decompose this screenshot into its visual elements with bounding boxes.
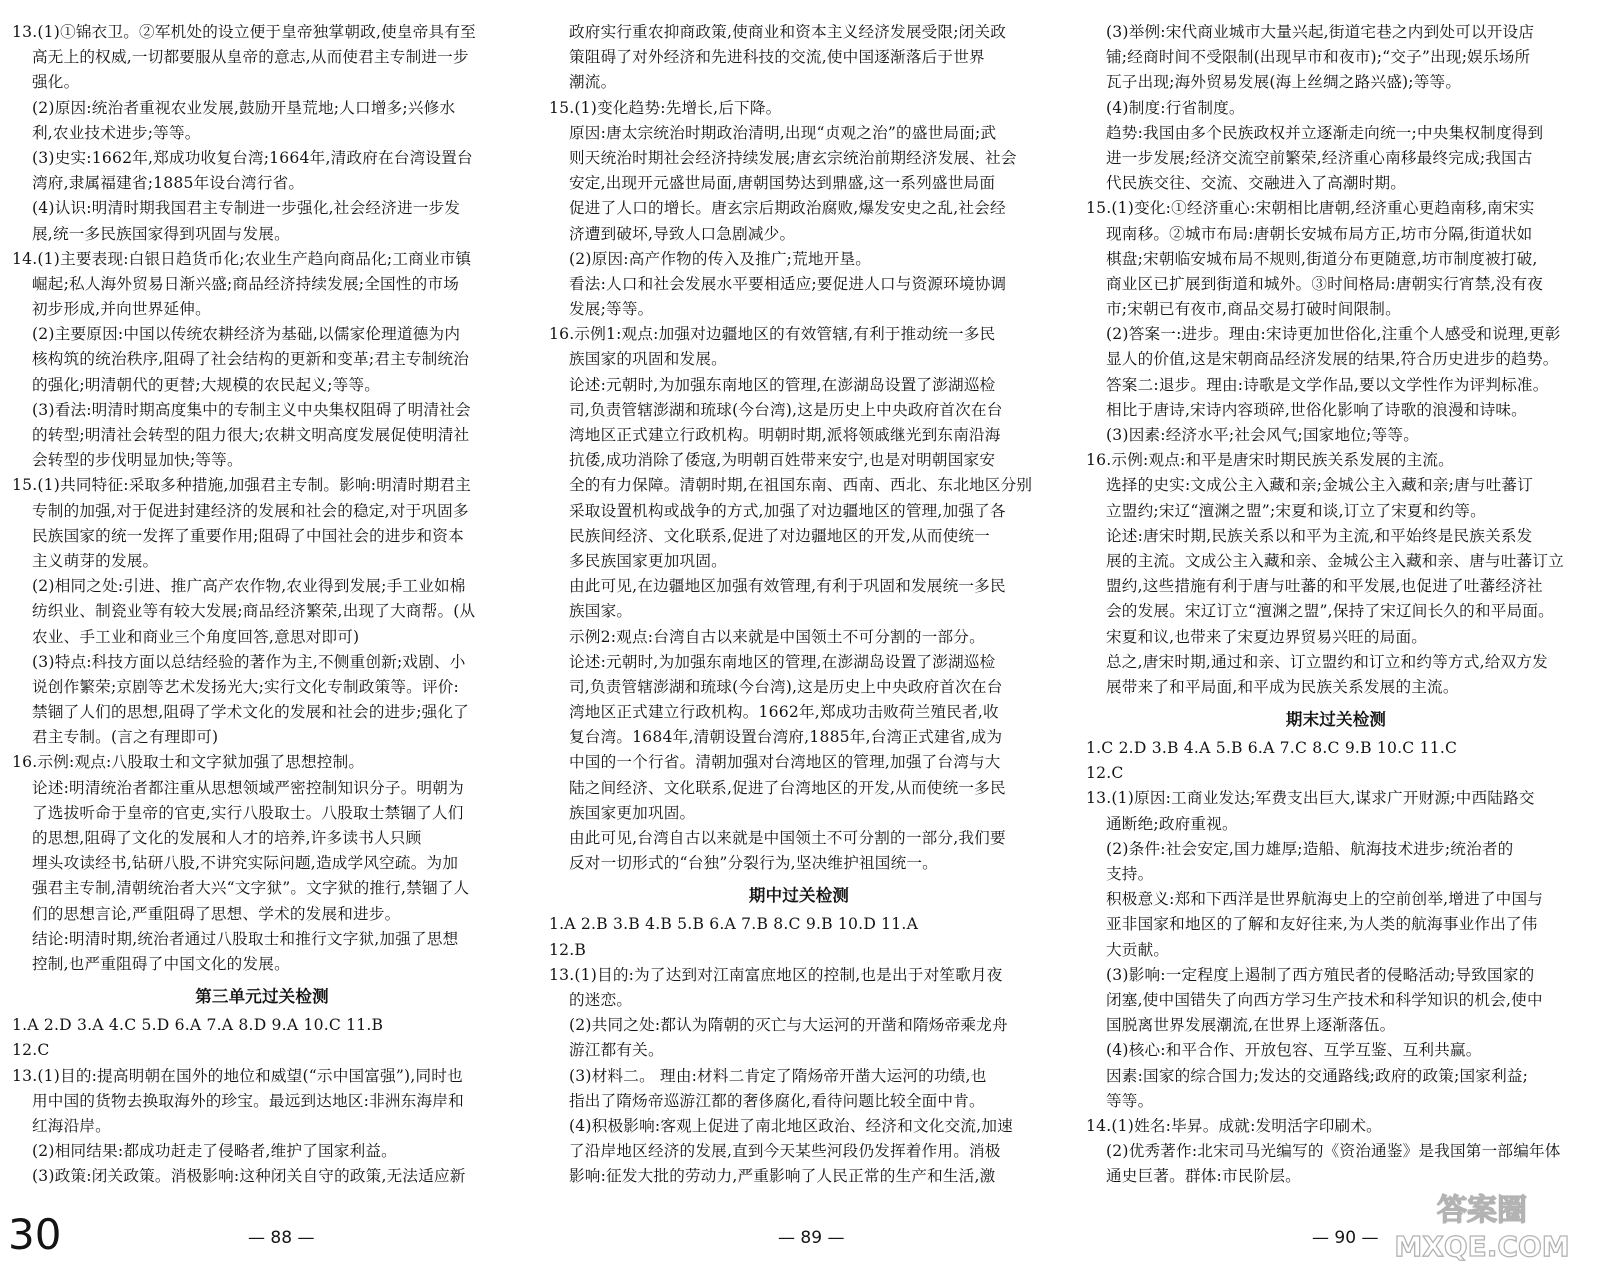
text-line: 看法:人口和社会发展水平要相适应;要促进人口与资源环境协调 bbox=[569, 274, 1007, 293]
text-line: (2)相同之处:引进、推广高产农作物,农业得到发展;手工业如棉 bbox=[32, 577, 466, 596]
text-line: 济遭到破坏,导致人口急剧减少。 bbox=[569, 224, 796, 243]
text-line: 农业、手工业和商业三个角度回答,意思对即可) bbox=[32, 627, 360, 646]
text-line bbox=[6, 1189, 518, 1190]
corner-page-label: 30 bbox=[8, 1210, 62, 1259]
text-line: 现南移。②城市布局:唐朝长安城布局方正,坊市分隔,街道状如 bbox=[1106, 224, 1533, 243]
text-line: 高无上的权威,一切都要服从皇帝的意志,从而使君主专制进一步 bbox=[32, 48, 469, 67]
text-line: 埋头攻读经书,钻研八股,不讲究实际问题,造成学风空疏。为加 bbox=[32, 854, 459, 873]
text-line: 通史巨著。群体:市民阶层。 bbox=[1106, 1167, 1301, 1186]
text-line: (2)答案一:进步。理由:宋诗更加世俗化,注重个人感受和说理,更彰 bbox=[1106, 325, 1561, 344]
page-number: — 90 — bbox=[1312, 1228, 1379, 1248]
text-line: 16.示例:观点:八股取士和文字狱加强了思想控制。 bbox=[12, 753, 365, 772]
text-line: 14.(1)姓名:毕昇。成就:发明活字印刷术。 bbox=[1086, 1116, 1382, 1135]
text-line: 选择的史实:文成公主入藏和亲;金城公主入藏和亲;唐与吐蕃订 bbox=[1106, 476, 1533, 495]
text-line: 13.(1)目的:为了达到对江南富庶地区的控制,也是出于对笙歌月夜 bbox=[549, 965, 1003, 984]
text-line: 的强化;明清朝代的更替;大规模的农民起义;等等。 bbox=[32, 375, 381, 394]
text-line: 趋势:我国由多个民族政权并立逐渐走向统一;中央集权制度得到 bbox=[1106, 123, 1544, 142]
text-line: 的迷恋。 bbox=[569, 990, 633, 1009]
text-line: (3)因素:经济水平;社会风气;国家地位;等等。 bbox=[1106, 426, 1419, 444]
text-line: 立盟约;宋辽“澶渊之盟”;宋夏和谈,订立了宋夏和约等。 bbox=[1106, 501, 1486, 520]
text-line: 湾地区正式建立行政机构。明朝时期,派将领戚继光到东南沿海 bbox=[569, 426, 1001, 444]
text-line: 13.(1)原因:工商业发达;军费支出巨大,谋求广开财源;中西陆路交 bbox=[1086, 789, 1535, 808]
text-line: 指出了隋炀帝巡游江都的奢侈腐化,看待问题比较全面中肯。 bbox=[569, 1091, 985, 1110]
text-line: 1.A 2.D 3.A 4.C 5.D 6.A 7.A 8.D 9.A 10.C 11.B bbox=[12, 1016, 384, 1035]
text-line: 抗倭,成功消除了倭寇,为明朝百姓带来安宁,也是对明朝国家安 bbox=[569, 451, 996, 470]
text-line: 16.示例:观点:和平是唐宋时期民族关系发展的主流。 bbox=[1086, 451, 1454, 470]
watermark-text-bottom: MXQE.COM bbox=[1394, 1230, 1570, 1263]
text-line: 会的发展。宋辽订立“澶渊之盟”,保持了宋辽间长久的和平局面。 bbox=[1106, 602, 1554, 621]
text-line: 族国家。 bbox=[569, 602, 633, 621]
text-line: 控制,也严重阻碍了中国文化的发展。 bbox=[32, 954, 290, 973]
text-line: 代民族交往、交流、交融进入了高潮时期。 bbox=[1106, 174, 1407, 193]
text-line: 强化。 bbox=[32, 73, 80, 92]
text-line: (2)原因:统治者重视农业发展,鼓励开垦荒地;人口增多;兴修水 bbox=[32, 98, 456, 117]
text-line: 政府实行重农抑商政策,使商业和资本主义经济发展受限;闭关政 bbox=[569, 23, 1007, 41]
text-line: 国脱离世界发展潮流,在世界上逐渐落伍。 bbox=[1106, 1016, 1396, 1035]
text-line: 安定,出现开元盛世局面,唐朝国势达到鼎盛,这一系列盛世局面 bbox=[569, 174, 996, 193]
text-line: 说创作繁荣;京剧等艺术发扬光大;实行文化专制政策等。评价: bbox=[32, 677, 459, 696]
text-line: 复台湾。1684年,清朝设置台湾府,1885年,台湾正式建省,成为 bbox=[569, 728, 1003, 747]
text-line: 瓦子出现;海外贸易发展(海上丝绸之路兴盛);等等。 bbox=[1106, 73, 1462, 92]
text-line: 采取设置机构或战争的方式,加强了对边疆地区的管理,加强了各 bbox=[569, 501, 1006, 520]
text-line: 示例2:观点:台湾自古以来就是中国领土不可分割的一部分。 bbox=[569, 627, 985, 646]
text-line: 大贡献。 bbox=[1106, 940, 1170, 959]
text-line: 族国家更加巩固。 bbox=[569, 803, 696, 822]
text-line: 们的思想言论,严重阻碍了思想、学术的发展和进步。 bbox=[32, 904, 401, 923]
text-line: 影响:征发大批的劳动力,严重影响了人民正常的生产和生活,激 bbox=[569, 1167, 996, 1186]
text-line: 宋夏和议,也带来了宋夏边界贸易兴旺的局面。 bbox=[1106, 627, 1428, 646]
text-line: 的转型;明清社会转型的阻力很大;农耕文明高度发展促使明清社 bbox=[32, 426, 470, 444]
text-line: 答案二:退步。理由:诗歌是文学作品,要以文学性作为评判标准。 bbox=[1106, 375, 1549, 394]
text-line bbox=[543, 1189, 1055, 1190]
text-line: 论述:元朝时,为加强东南地区的管理,在澎湖岛设置了澎湖巡检 bbox=[569, 652, 996, 671]
text-line: (2)条件:社会安定,国力雄厚;造船、航海技术进步;统治者的 bbox=[1106, 839, 1514, 858]
text-line: 论述:元朝时,为加强东南地区的管理,在澎湖岛设置了澎湖巡检 bbox=[569, 375, 996, 394]
column-left bbox=[6, 20, 518, 1190]
text-line: 游江都有关。 bbox=[569, 1041, 664, 1060]
text-line: 12.C bbox=[12, 1041, 50, 1060]
text-line: (2)主要原因:中国以传统农耕经济为基础,以儒家伦理道德为内 bbox=[32, 325, 461, 344]
text-line: 红海沿岸。 bbox=[32, 1116, 111, 1135]
text-line: 13.(1)目的:提高明朝在国外的地位和威望(“示中国富强”),同时也 bbox=[12, 1066, 463, 1085]
text-line: (3)特点:科技方面以总结经验的著作为主,不侧重创新;戏剧、小 bbox=[32, 652, 466, 671]
watermark-text-top: 答案圈 bbox=[1437, 1193, 1527, 1228]
text-line: (3)材料二。 理由:材料二肯定了隋炀帝开凿大运河的功绩,也 bbox=[569, 1066, 987, 1085]
text-line: 总之,唐宋时期,通过和亲、订立盟约和订立和约等方式,给双方发 bbox=[1106, 652, 1548, 671]
text-line: 司,负责管辖澎湖和琉球(今台湾),这是历史上中央政府首次在台 bbox=[569, 677, 1003, 696]
column-middle bbox=[543, 20, 1055, 1190]
watermark-logo bbox=[1366, 1188, 1598, 1264]
text-line: 湾地区正式建立行政机构。1662年,郑成功击败荷兰殖民者,收 bbox=[569, 703, 999, 722]
section-heading: 第三单元过关检测 bbox=[195, 987, 329, 1007]
text-line: 发展;等等。 bbox=[569, 300, 654, 319]
text-line: 民族间经济、文化联系,促进了对边疆地区的开发,从而使统一 bbox=[569, 526, 990, 545]
text-line: 棋盘;宋朝临安城布局不规则,街道分布更随意,坊市制度被打破, bbox=[1106, 249, 1538, 268]
section-heading: 期末过关检测 bbox=[1285, 710, 1387, 730]
text-line: 了选拔听命于皇帝的官吏,实行八股取士。八股取士禁锢了人们 bbox=[32, 803, 464, 822]
text-line: 司,负责管辖澎湖和琉球(今台湾),这是历史上中央政府首次在台 bbox=[569, 400, 1003, 419]
text-line: 由此可见,台湾自古以来就是中国领土不可分割的一部分,我们要 bbox=[569, 829, 1006, 847]
text-line: 会转型的步伐明显加快;等等。 bbox=[32, 451, 243, 470]
text-line: (4)制度:行省制度。 bbox=[1106, 98, 1245, 117]
text-line: 1.C 2.D 3.B 4.A 5.B 6.A 7.C 8.C 9.B 10.C 11.C bbox=[1086, 739, 1458, 758]
text-line: 专制的加强,对于促进封建经济的发展和社会的稳定,对于巩固多 bbox=[32, 501, 469, 520]
text-line: 湾府,隶属福建省;1885年设台湾行省。 bbox=[32, 174, 305, 193]
text-line: (4)认识:明清时期我国君主专制进一步强化,社会经济进一步发 bbox=[32, 199, 461, 218]
text-line: (3)举例:宋代商业城市大量兴起,街道宅巷之内到处可以开设店 bbox=[1106, 23, 1535, 41]
text-line: 了沿岸地区经济的发展,直到今天某些河段仍发挥着作用。消极 bbox=[569, 1142, 1001, 1161]
column-right bbox=[1080, 20, 1592, 1190]
text-line: 的思想,阻碍了文化的发展和人才的培养,许多读书人只顾 bbox=[32, 829, 422, 847]
text-line: 12.B bbox=[549, 940, 587, 959]
text-line: 潮流。 bbox=[569, 73, 617, 92]
text-line: 展的主流。文成公主入藏和亲、金城公主入藏和亲、唐与吐蕃订立 bbox=[1106, 551, 1565, 570]
text-line: 主义萌芽的发展。 bbox=[32, 551, 159, 570]
text-line: 论述:明清统治者都注重从思想领域严密控制知识分子。明朝为 bbox=[32, 778, 464, 797]
text-line: 全的有力保障。清朝时期,在祖国东南、西南、西北、东北地区分别 bbox=[569, 476, 1033, 495]
text-line: 积极意义:郑和下西洋是世界航海史上的空前创举,增进了中国与 bbox=[1106, 890, 1544, 909]
text-line: 相比于唐诗,宋诗内容琐碎,世俗化影响了诗歌的浪漫和诗味。 bbox=[1106, 400, 1527, 419]
text-line: 多民族国家更加巩固。 bbox=[569, 551, 727, 570]
text-line: (2)原因:高产作物的传入及推广;荒地开垦。 bbox=[569, 249, 872, 268]
text-line: 反对一切形式的“台独”分裂行为,坚决维护祖国统一。 bbox=[569, 854, 938, 873]
text-line: 铺;经商时间不受限制(出现早市和夜市);“交子”出现;娱乐场所 bbox=[1106, 48, 1531, 67]
text-line: 利,农业技术进步;等等。 bbox=[32, 123, 201, 142]
text-line: 策阻碍了对外经济和先进科技的交流,使中国逐渐落后于世界 bbox=[569, 48, 985, 67]
text-line: 中国的一个行省。清朝加强对台湾地区的管理,加强了台湾与大 bbox=[569, 753, 1001, 772]
text-line: 族国家的巩固和发展。 bbox=[569, 350, 727, 369]
text-line: 促进了人口的增长。唐玄宗后期政治腐败,爆发安史之乱,社会经 bbox=[569, 199, 1006, 218]
text-line: 进一步发展;经济交流空前繁荣,经济重心南移最终完成;我国古 bbox=[1106, 148, 1533, 167]
text-line: 15.(1)变化趋势:先增长,后下降。 bbox=[549, 98, 782, 117]
text-line: 商业区已扩展到街道和城外。③时间格局:唐朝实行宵禁,没有夜 bbox=[1106, 274, 1544, 293]
text-line: (3)史实:1662年,郑成功收复台湾;1664年,清政府在台湾设置台 bbox=[32, 148, 473, 167]
text-line: 结论:明清时期,统治者通过八股取士和推行文字狱,加强了思想 bbox=[32, 929, 459, 948]
text-line: 展,统一多民族国家得到巩固与发展。 bbox=[32, 224, 290, 243]
text-line: (2)相同结果:都成功赶走了侵略者,维护了国家利益。 bbox=[32, 1142, 397, 1161]
text-line: (3)影响:一定程度上遏制了西方殖民者的侵略活动;导致国家的 bbox=[1106, 965, 1535, 984]
text-line: 陆之间经济、文化联系,促进了台湾地区的开发,从而使统一多民 bbox=[569, 778, 1006, 797]
text-line: (2)共同之处:都认为隋朝的灭亡与大运河的开凿和隋炀帝乘龙舟 bbox=[569, 1016, 1008, 1035]
text-line: 15.(1)共同特征:采取多种措施,加强君主专制。影响:明清时期君主 bbox=[12, 476, 471, 495]
text-line: 14.(1)主要表现:白银日趋货币化;农业生产趋向商品化;工商业市镇 bbox=[12, 249, 472, 268]
text-line: 1.A 2.B 3.B 4.B 5.B 6.A 7.B 8.C 9.B 10.D 11.A bbox=[549, 915, 919, 934]
text-line: 纺织业、制瓷业等有较大发展;商品经济繁荣,出现了大商帮。(从 bbox=[32, 602, 476, 621]
text-line: 则天统治时期社会经济持续发展;唐玄宗统治前期经济发展、社会 bbox=[569, 148, 1017, 167]
page-number: — 88 — bbox=[248, 1228, 315, 1248]
text-line: (4)积极影响:客观上促进了南北地区政治、经济和文化交流,加速 bbox=[569, 1116, 1013, 1135]
text-line: 显人的价值,这是宋朝商品经济发展的结果,符合历史进步的趋势。 bbox=[1106, 350, 1559, 369]
text-line: (3)看法:明清时期高度集中的专制主义中央集权阻碍了明清社会 bbox=[32, 400, 471, 419]
text-line: 16.示例1:观点:加强对边疆地区的有效管辖,有利于推动统一多民 bbox=[549, 325, 996, 344]
text-line: 初步形成,并向世界延伸。 bbox=[32, 300, 211, 319]
text-line: 闭塞,使中国错失了向西方学习生产技术和科学知识的机会,使中 bbox=[1106, 990, 1543, 1009]
text-line: 通断绝;政府重视。 bbox=[1106, 814, 1238, 833]
text-line: 因素:国家的综合国力;发达的交通路线;政府的政策;国家利益; bbox=[1106, 1066, 1529, 1085]
section-heading: 期中过关检测 bbox=[748, 886, 850, 906]
text-line: 12.C bbox=[1086, 764, 1124, 783]
text-line: 盟约,这些措施有利于唐与吐蕃的和平发展,也促进了吐蕃经济社 bbox=[1106, 577, 1543, 596]
page-number: — 89 — bbox=[778, 1228, 845, 1248]
text-line: 亚非国家和地区的了解和友好往来,为人类的航海事业作出了伟 bbox=[1106, 915, 1538, 934]
text-line: 用中国的货物去换取海外的珍宝。最远到达地区:非洲东海岸和 bbox=[32, 1091, 464, 1110]
text-line: 由此可见,在边疆地区加强有效管理,有利于巩固和发展统一多民 bbox=[569, 577, 1006, 596]
text-line: 15.(1)变化:①经济重心:宋朝相比唐朝,经济重心更趋南移,南宋实 bbox=[1086, 199, 1535, 218]
text-line: 民族国家的统一发挥了重要作用;阻碍了中国社会的进步和资本 bbox=[32, 526, 464, 545]
text-line: 禁锢了人们的思想,阻碍了学术文化的发展和社会的进步;强化了 bbox=[32, 703, 470, 722]
text-line: 核构筑的统治秩序,阻碍了社会结构的更新和变革;君主专制统治 bbox=[32, 350, 470, 369]
text-line: (4)核心:和平合作、开放包容、互学互鉴、互利共赢。 bbox=[1106, 1041, 1482, 1060]
text-line: 展带来了和平局面,和平成为民族关系发展的主流。 bbox=[1106, 677, 1459, 696]
text-line: 13.(1)①锦衣卫。②军机处的设立便于皇帝独掌朝政,使皇帝具有至 bbox=[12, 23, 476, 41]
text-line: 崛起;私人海外贸易日渐兴盛;商品经济持续发展;全国性的市场 bbox=[32, 274, 459, 293]
text-line: (2)优秀著作:北宋司马光编写的《资治通鉴》是我国第一部编年体 bbox=[1106, 1142, 1561, 1161]
text-line: 论述:唐宋时期,民族关系以和平为主流,和平始终是民族关系发 bbox=[1106, 526, 1533, 545]
text-line: 君主专制。(言之有理即可) bbox=[32, 728, 219, 747]
text-line: 等等。 bbox=[1106, 1091, 1154, 1110]
text-line: 支持。 bbox=[1106, 865, 1154, 883]
text-line: 强君主专制,清朝统治者大兴“文字狱”。文字狱的推行,禁锢了人 bbox=[32, 879, 470, 898]
text-line: (3)政策:闭关政策。消极影响:这种闭关自守的政策,无法适应新 bbox=[32, 1167, 466, 1186]
text-line: 原因:唐太宗统治时期政治清明,出现“贞观之治”的盛世局面;武 bbox=[569, 123, 997, 142]
text-line: 市;宋朝已有夜市,商品交易打破时间限制。 bbox=[1106, 300, 1401, 319]
